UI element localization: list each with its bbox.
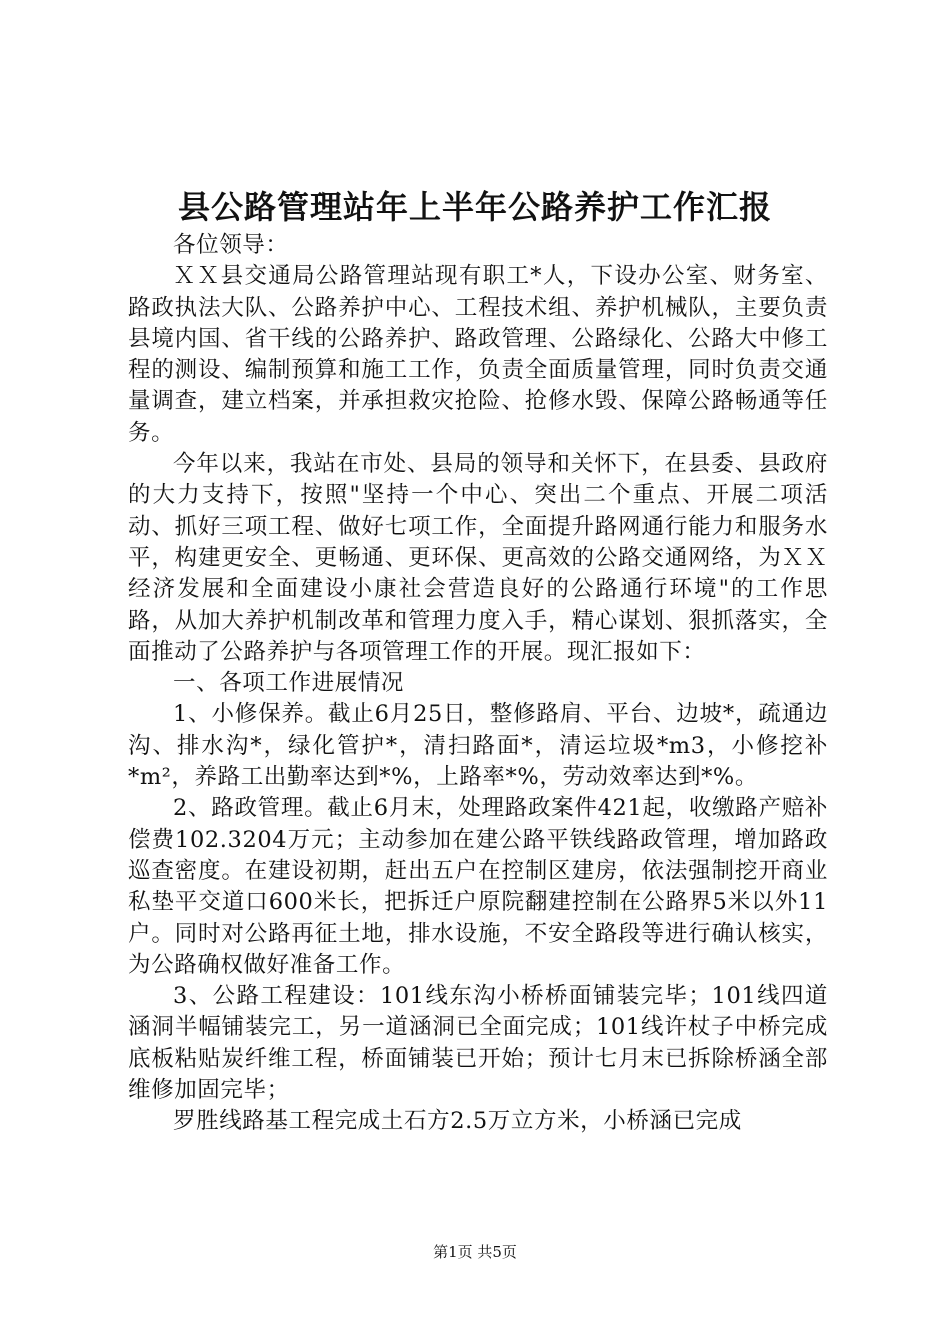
paragraph-intro: ＸＸ县交通局公路管理站现有职工*人，下设办公室、财务室、路政执法大队、公路养护中心、工程技术组、养护机械队，主要负责县境内国、省干线的公路养护、路政管理、公路绿化、公路大中修工程的测设、编制预算和施工工作，负责全面质量管理，同时负责交通量调查，建立档案，并承担救灾抢险、抢修水毁、保障公路畅通等任务。: [128, 263, 828, 446]
paragraph-road-administration: 2、路政管理。截止6月末，处理路政案件421起，收缴路产赔补偿费102.3204万元；主动参加在建公路平铁线路政管理，增加路政巡查密度。在建设初期，赶出五户在控制区建房，依法强制挖开商业私垫平交道口600米长，把拆迁户原院翻建控制在公路界5米以外11户。同时对公路再征土地，排水设施，不安全路段等进行确认核实，为公路确权做好准备工作。: [128, 795, 828, 978]
page-footer: 第1页 共5页: [433, 1243, 517, 1261]
salutation: 各位领导：: [173, 232, 289, 258]
document-title: 县公路管理站年上半年公路养护工作汇报: [177, 188, 772, 226]
paragraph-maintenance: 1、小修保养。截止6月25日，整修路肩、平台、边坡*，疏通边沟、排水沟*，绿化管护*，清扫路面*，清运垃圾*m3，小修挖补*m²，养路工出勤率达到*%，上路率*%，劳动效率达到*%。: [128, 701, 828, 791]
paragraph-road-construction: 3、公路工程建设：101线东沟小桥桥面铺装完毕；101线四道涵洞半幅铺装完工，另一道涵洞已全面完成；101线许杖子中桥完成底板粘贴炭纤维工程，桥面铺装已开始；预计七月末已拆除桥涵全部维修加固完毕；: [128, 983, 828, 1104]
document-body: [128, 230, 828, 1138]
section-heading: 一、各项工作进展情况: [173, 670, 405, 697]
paragraph-luosheng-line: 罗胜线路基工程完成土石方2.5万立方米，小桥涵已完成: [173, 1108, 742, 1135]
paragraph-overview: 今年以来，我站在市处、县局的领导和关怀下，在县委、县政府的大力支持下，按照"坚持一个中心、突出二个重点、开展二项活动、抓好三项工程、做好七项工作，全面提升路网通行能力和服务水平，构建更安全、更畅通、更环保、更高效的公路交通网络，为ＸＸ经济发展和全面建设小康社会营造良好的公路通行环境"的工作思路，从加大养护机制改革和管理力度入手，精心谋划、狠抓落实，全面推动了公路养护与各项管理工作的开展。现汇报如下：: [128, 451, 828, 665]
